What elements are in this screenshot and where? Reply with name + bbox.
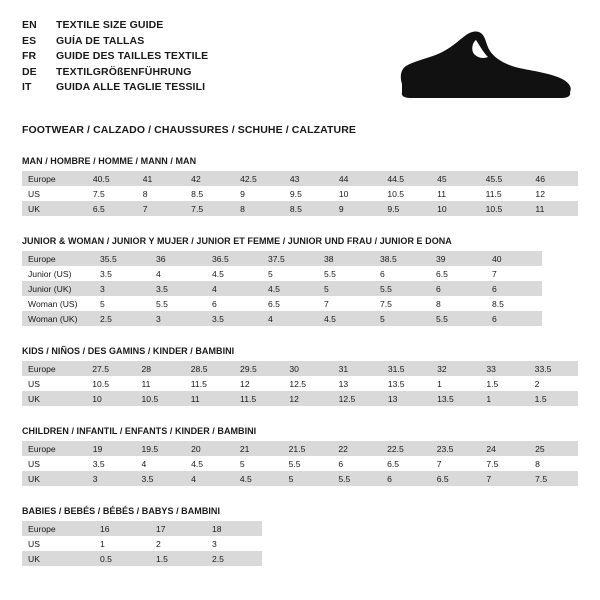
cell: 1 — [94, 536, 150, 551]
cell: 3.5 — [206, 311, 262, 326]
cell: 45 — [431, 171, 479, 186]
size-table-man — [22, 171, 578, 216]
cell: 19 — [87, 441, 136, 456]
cell: 5.5 — [332, 471, 381, 486]
table-row — [22, 391, 578, 406]
cell: 38 — [318, 251, 374, 266]
cell: 6 — [381, 471, 431, 486]
cell: 4.5 — [206, 266, 262, 281]
cell: 6 — [206, 296, 262, 311]
cell: 4 — [185, 471, 234, 486]
row-label: Europe — [22, 521, 94, 536]
language-code: IT — [22, 81, 32, 94]
cell: 12 — [283, 391, 332, 406]
cell: 42 — [185, 171, 234, 186]
cell: 40 — [486, 251, 542, 266]
language-row — [22, 65, 208, 81]
row-label: UK — [22, 551, 94, 566]
language-row — [22, 49, 208, 65]
language-code: EN — [22, 19, 37, 31]
table-row — [22, 361, 578, 376]
cell: 16 — [94, 521, 150, 536]
row-label: Junior (US) — [22, 266, 94, 281]
cell: 38.5 — [374, 251, 430, 266]
cell: 9 — [234, 186, 284, 201]
cell: 7 — [486, 266, 542, 281]
row-label: Europe — [22, 441, 87, 456]
cell: 12.5 — [333, 391, 382, 406]
cell: 3.5 — [87, 456, 136, 471]
cell: 11 — [431, 186, 479, 201]
cell: 4.5 — [185, 456, 234, 471]
table-row — [22, 551, 262, 566]
table-row — [22, 296, 542, 311]
row-label: US — [22, 186, 87, 201]
size-table-junior-woman — [22, 251, 542, 326]
group-title-babies: BABIES / BEBÉS / BÉBÉS / BABYS / BAMBINI — [22, 506, 221, 516]
cell: 6 — [374, 266, 430, 281]
cell: 4 — [206, 281, 262, 296]
cell: 4 — [135, 456, 185, 471]
language-row — [22, 34, 208, 50]
row-label: Europe — [22, 171, 87, 186]
language-title-list — [22, 18, 208, 96]
cell: 45.5 — [480, 171, 530, 186]
language-title: GUIDA ALLE TAGLIE TESSILI — [56, 81, 206, 94]
cell: 1 — [431, 376, 480, 391]
cell: 8.5 — [284, 201, 333, 216]
table-row — [22, 521, 262, 536]
cell: 29.5 — [234, 361, 283, 376]
cell: 2 — [150, 536, 206, 551]
cell: 8 — [234, 201, 284, 216]
cell: 24 — [480, 441, 529, 456]
cell: 23.5 — [431, 441, 481, 456]
cell: 5.5 — [430, 311, 486, 326]
cell: 11 — [185, 391, 234, 406]
cell: 6 — [486, 311, 542, 326]
cell: 7.5 — [374, 296, 430, 311]
cell: 13.5 — [382, 376, 431, 391]
cell: 3 — [94, 281, 150, 296]
cell: 7.5 — [87, 186, 137, 201]
group-title-man: MAN / HOMBRE / HOMME / MANN / MAN — [22, 156, 197, 166]
cell: 2.5 — [94, 311, 150, 326]
language-code: ES — [22, 34, 37, 47]
table-row — [22, 251, 542, 266]
language-title: TEXTILGRÖßENFÜHRUNG — [56, 65, 192, 78]
table-row — [22, 186, 578, 201]
cell: 22.5 — [381, 441, 431, 456]
cell: 27.5 — [86, 361, 135, 376]
group-junior-woman — [22, 236, 578, 326]
row-label: Europe — [22, 361, 86, 376]
cell: 6 — [430, 281, 486, 296]
cell: 20 — [185, 441, 234, 456]
row-label: UK — [22, 201, 87, 216]
table-row — [22, 441, 578, 456]
language-code: DE — [22, 65, 37, 78]
cell: 28 — [136, 361, 185, 376]
cell: 11.5 — [234, 391, 283, 406]
row-label: Junior (UK) — [22, 281, 94, 296]
table-row — [22, 471, 578, 486]
header — [22, 18, 578, 106]
group-babies — [22, 506, 578, 566]
cell: 9 — [333, 201, 381, 216]
cell: 1 — [480, 391, 528, 406]
cell: 35.5 — [94, 251, 150, 266]
cell: 9.5 — [284, 186, 333, 201]
cell: 10.5 — [480, 201, 530, 216]
cell: 5 — [283, 471, 333, 486]
row-label: UK — [22, 391, 86, 406]
cell: 7 — [318, 296, 374, 311]
cell: 4.5 — [262, 281, 318, 296]
cell: 7 — [431, 456, 481, 471]
cell: 7.5 — [185, 201, 234, 216]
cell: 13 — [333, 376, 382, 391]
cell: 4.5 — [318, 311, 374, 326]
cell: 4 — [150, 266, 206, 281]
cell: 11 — [529, 201, 578, 216]
table-row — [22, 201, 578, 216]
cell: 9.5 — [381, 201, 431, 216]
cell: 3.5 — [135, 471, 185, 486]
cell: 43 — [284, 171, 333, 186]
cell: 12.5 — [283, 376, 332, 391]
row-label: US — [22, 536, 94, 551]
size-table-babies — [22, 521, 262, 566]
group-title-junior-woman: JUNIOR & WOMAN / JUNIOR Y MUJER / JUNIOR ET FEMME / JUNIOR UND FRAU / JUNIOR E DONA — [22, 236, 452, 246]
table-row — [22, 281, 542, 296]
cell: 7.5 — [529, 471, 578, 486]
cell: 10 — [333, 186, 381, 201]
language-code: FR — [22, 50, 37, 63]
size-table-children — [22, 441, 578, 486]
cell: 5 — [262, 266, 318, 281]
cell: 46 — [529, 171, 578, 186]
footwear-section-title: FOOTWEAR / CALZADO / CHAUSSURES / SCHUHE / CALZATURE — [22, 124, 357, 136]
cell: 4 — [262, 311, 318, 326]
cell: 2.5 — [206, 551, 262, 566]
cell: 6.5 — [87, 201, 137, 216]
group-children — [22, 426, 578, 486]
cell: 13.5 — [431, 391, 480, 406]
cell: 32 — [431, 361, 480, 376]
table-row — [22, 536, 262, 551]
cell: 7 — [480, 471, 529, 486]
cell: 36 — [150, 251, 206, 266]
cell: 1.5 — [150, 551, 206, 566]
group-title-children: CHILDREN / INFANTIL / ENFANTS / KINDER / BAMBINI — [22, 426, 257, 436]
cell: 11.5 — [185, 376, 234, 391]
cell: 33.5 — [529, 361, 578, 376]
cell: 8.5 — [486, 296, 542, 311]
cell: 12 — [234, 376, 283, 391]
row-label: UK — [22, 471, 87, 486]
cell: 37.5 — [262, 251, 318, 266]
cell: 3.5 — [150, 281, 206, 296]
cell: 10 — [431, 201, 479, 216]
cell: 5 — [318, 281, 374, 296]
row-label: Woman (US) — [22, 296, 94, 311]
cell: 39 — [430, 251, 486, 266]
cell: 25 — [529, 441, 578, 456]
cell: 5 — [234, 456, 283, 471]
cell: 10 — [86, 391, 135, 406]
cell: 10.5 — [136, 391, 185, 406]
cell: 5 — [374, 311, 430, 326]
cell: 31.5 — [382, 361, 431, 376]
cell: 19.5 — [135, 441, 185, 456]
language-title: TEXTILE SIZE GUIDE — [56, 19, 164, 31]
row-label: US — [22, 456, 87, 471]
language-row — [22, 18, 208, 34]
cell: 31 — [333, 361, 382, 376]
cell: 12 — [529, 186, 578, 201]
cell: 11.5 — [480, 186, 530, 201]
table-row — [22, 171, 578, 186]
cell: 1.5 — [480, 376, 528, 391]
cell: 5.5 — [318, 266, 374, 281]
cell: 8 — [137, 186, 185, 201]
cell: 6.5 — [262, 296, 318, 311]
cell: 30 — [283, 361, 332, 376]
cell: 3 — [150, 311, 206, 326]
cell: 6.5 — [381, 456, 431, 471]
cell: 8 — [529, 456, 578, 471]
cell: 7.5 — [480, 456, 529, 471]
cell: 5.5 — [374, 281, 430, 296]
cell: 5.5 — [150, 296, 206, 311]
cell: 22 — [332, 441, 381, 456]
row-label: Woman (UK) — [22, 311, 94, 326]
cell: 33 — [480, 361, 528, 376]
dress-shoe-icon — [384, 28, 574, 106]
cell: 4.5 — [234, 471, 283, 486]
table-row — [22, 456, 578, 471]
cell: 5.5 — [283, 456, 333, 471]
size-table-kids — [22, 361, 578, 406]
table-row — [22, 311, 542, 326]
group-kids — [22, 346, 578, 406]
cell: 5 — [94, 296, 150, 311]
cell: 21.5 — [283, 441, 333, 456]
cell: 10.5 — [381, 186, 431, 201]
cell: 44 — [333, 171, 381, 186]
cell: 13 — [382, 391, 431, 406]
language-row — [22, 80, 208, 96]
cell: 6 — [486, 281, 542, 296]
cell: 44.5 — [381, 171, 431, 186]
row-label: Europe — [22, 251, 94, 266]
cell: 6 — [332, 456, 381, 471]
cell: 3 — [87, 471, 136, 486]
cell: 18 — [206, 521, 262, 536]
cell: 17 — [150, 521, 206, 536]
table-row — [22, 376, 578, 391]
cell: 41 — [137, 171, 185, 186]
cell: 8 — [430, 296, 486, 311]
group-title-kids: KIDS / NIÑOS / DES GAMINS / KINDER / BAMBINI — [22, 346, 235, 356]
language-title: GUIDE DES TAILLES TEXTILE — [56, 50, 209, 63]
cell: 0.5 — [94, 551, 150, 566]
cell: 2 — [529, 376, 578, 391]
cell: 28.5 — [185, 361, 234, 376]
cell: 6.5 — [431, 471, 481, 486]
cell: 21 — [234, 441, 283, 456]
cell: 36.5 — [206, 251, 262, 266]
cell: 3 — [206, 536, 262, 551]
cell: 11 — [136, 376, 185, 391]
cell: 42.5 — [234, 171, 284, 186]
cell: 3.5 — [94, 266, 150, 281]
cell: 1.5 — [529, 391, 578, 406]
cell: 40.5 — [87, 171, 137, 186]
row-label: US — [22, 376, 86, 391]
group-man — [22, 156, 578, 216]
language-title: GUÍA DE TALLAS — [56, 34, 145, 47]
cell: 8.5 — [185, 186, 234, 201]
cell: 7 — [137, 201, 185, 216]
cell: 6.5 — [430, 266, 486, 281]
table-row — [22, 266, 542, 281]
cell: 10.5 — [86, 376, 135, 391]
